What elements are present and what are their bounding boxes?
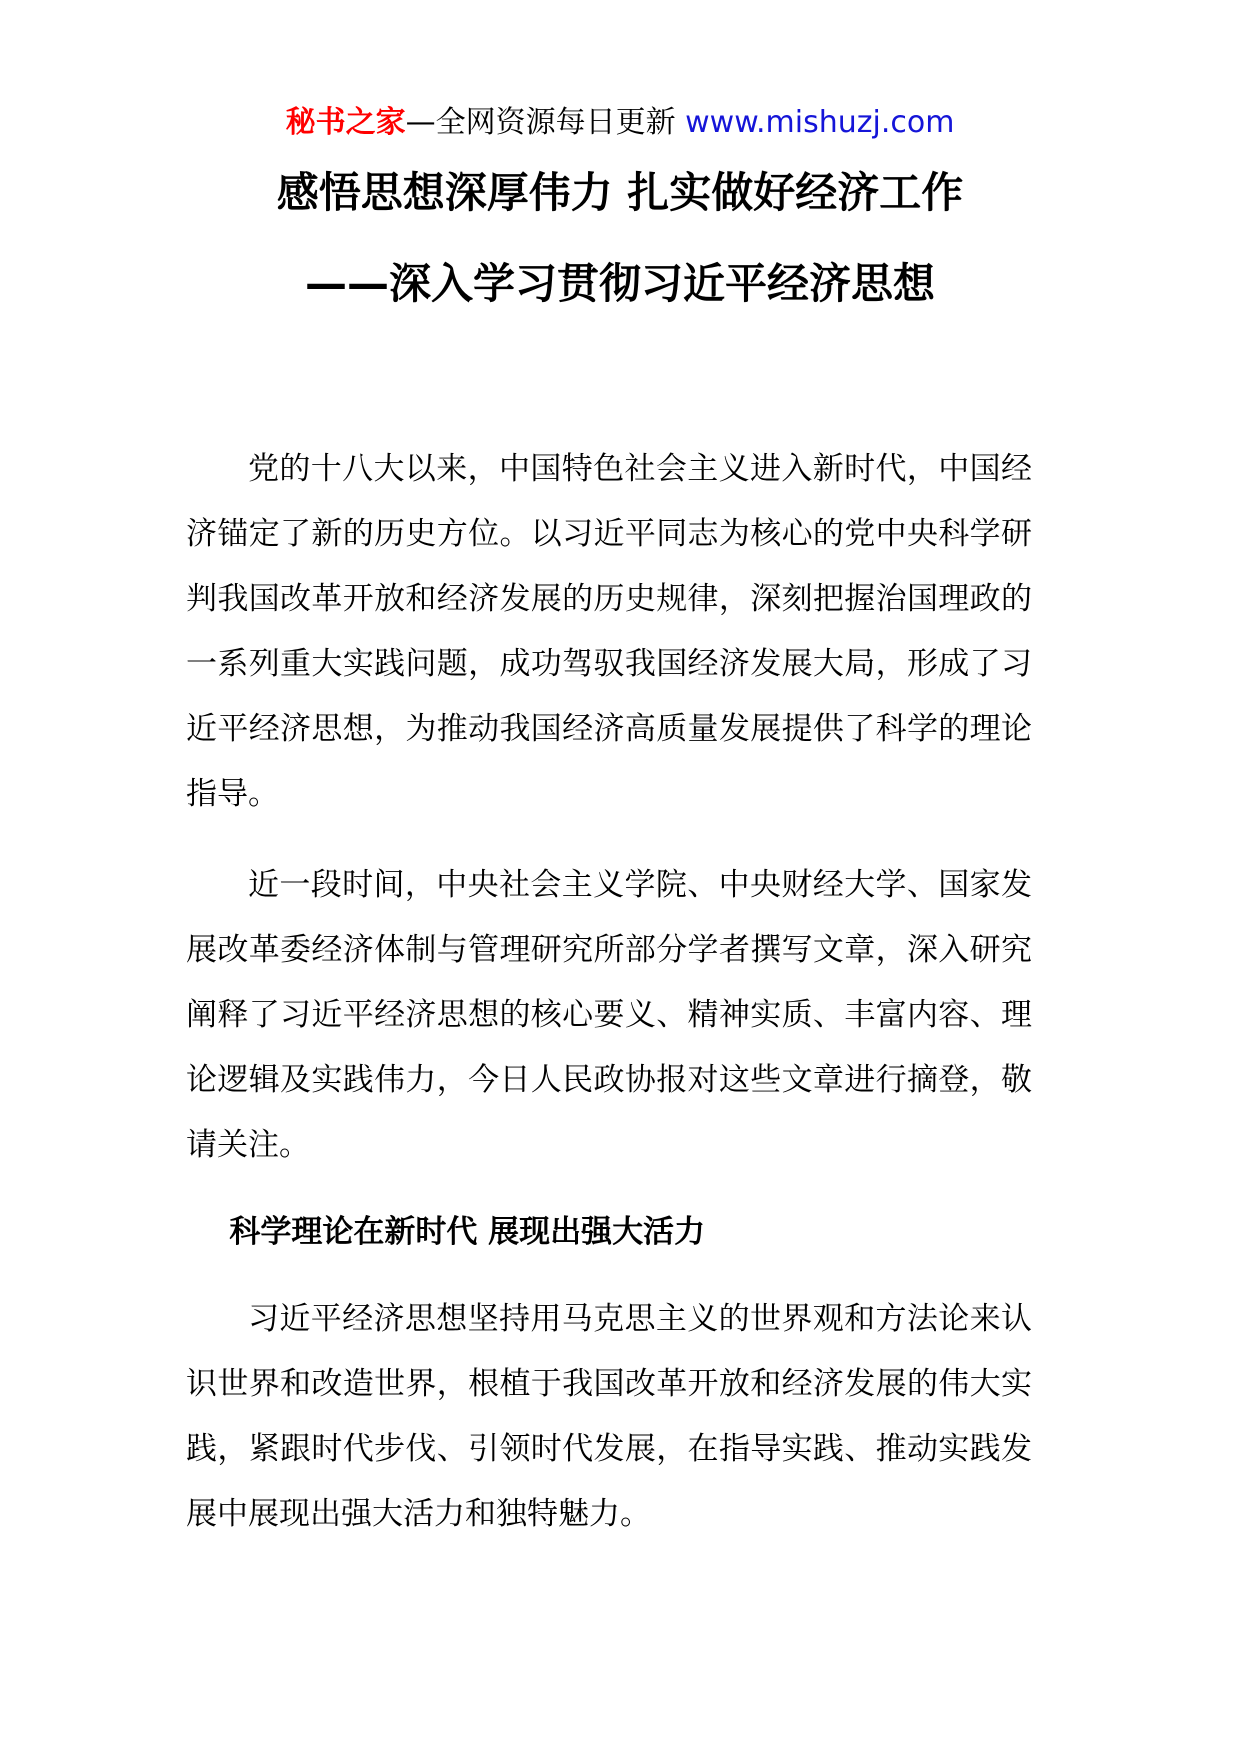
- document-subtitle: ——深入学习贯彻习近平经济思想: [304, 259, 935, 308]
- document-title: 感悟思想深厚伟力 扎实做好经济工作: [276, 168, 964, 217]
- body-paragraph: 近一段时间，中央社会主义学院、中央财经大学、国家发展改革委经济体制与管理研究所部分学者撰写文章，深入研究阐释了习近平经济思想的核心要义、精神实质、丰富内容、理论逻辑及实践伟力，今日人民政协报对这些文章进行摘登，敬请关注。: [186, 867, 1032, 1163]
- body-paragraph: 习近平经济思想坚持用马克思主义的世界观和方法论来认识世界和改造世界，根植于我国改革开放和经济发展的伟大实践，紧跟时代步伐、引领时代发展，在指导实践、推动实践发展中展现出强大活力和独特魅力。: [186, 1301, 1032, 1532]
- site-tagline: —全网资源每日更新: [405, 105, 676, 140]
- section-heading: 科学理论在新时代 展现出强大活力: [229, 1214, 706, 1250]
- document-body: [186, 437, 1032, 1547]
- site-brand: 秘书之家: [285, 105, 406, 140]
- body-paragraph: 党的十八大以来，中国特色社会主义进入新时代，中国经济锚定了新的历史方位。以习近平同志为核心的党中央科学研判我国改革开放和经济发展的历史规律，深刻把握治国理政的一系列重大实践问题，成功驾驭我国经济发展大局，形成了习近平经济思想，为推动我国经济高质量发展提供了科学的理论指导。: [186, 451, 1032, 812]
- site-header: [0, 100, 1240, 146]
- site-url-link[interactable]: www.mishuzj.com: [685, 105, 955, 140]
